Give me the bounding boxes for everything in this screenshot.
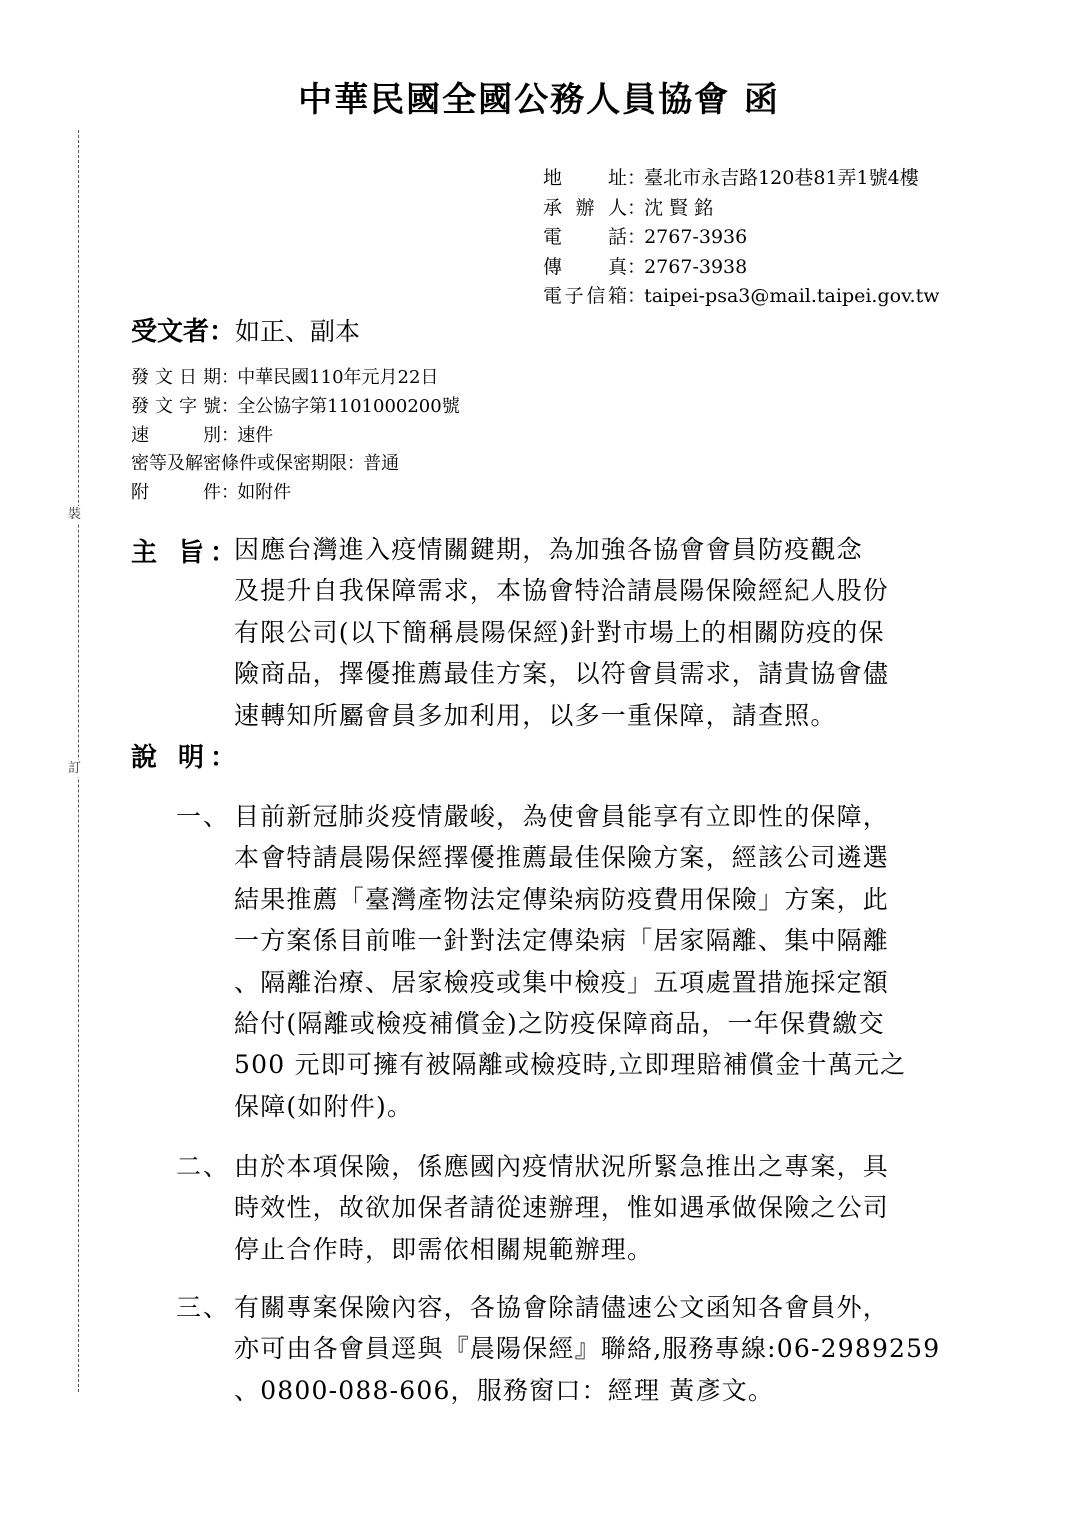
explanation-label: 說 明： xyxy=(131,743,243,773)
contact-value: 2767-3936 xyxy=(644,226,748,248)
contact-value: 沈 賢 銘 xyxy=(644,196,714,219)
contact-block xyxy=(543,164,939,312)
meta-label: 附 件 xyxy=(131,482,221,504)
item-number: 二、 xyxy=(176,1152,231,1181)
recipient-value: 如正、副本 xyxy=(235,317,361,346)
item-line: 亦可由各會員逕與『晨陽保經』聯絡,服務專線:06-2989259 xyxy=(234,1334,941,1364)
contact-label: 電 話 xyxy=(543,226,627,248)
meta-row-speed: 速 別：速件 xyxy=(131,422,460,451)
contact-row-fax: 傳 真：2767-3938 xyxy=(543,253,939,283)
recipient-line: 受文者：如正、副本 xyxy=(131,317,361,347)
contact-value: 臺北市永吉路120巷81弄1號4樓 xyxy=(644,167,919,189)
meta-label: 速 別 xyxy=(131,424,221,446)
contact-row-email: 電子信箱：taipei-psa3@mail.taipei.gov.tw xyxy=(543,282,939,312)
meta-row-classification: 密等及解密條件或保密期限：普通 xyxy=(131,453,400,475)
document-title: 中華民國全國公務人員協會 函 xyxy=(298,80,780,120)
contact-label: 承辦人 xyxy=(543,196,627,219)
subject-line: 因應台灣進入疫情關鍵期，為加強各協會會員防疫觀念 xyxy=(234,535,863,564)
binding-mark-top: 裝 xyxy=(68,507,82,522)
meta-value: 中華民國110年元月22日 xyxy=(237,367,439,388)
contact-row-address: 地 址：臺北市永吉路120巷81弄1號4樓 xyxy=(543,164,939,194)
meta-label: 發文字號 xyxy=(131,395,221,417)
contact-row-phone: 電 話：2767-3936 xyxy=(543,223,939,253)
item-number: 一、 xyxy=(176,802,231,831)
contact-value: taipei-psa3@mail.taipei.gov.tw xyxy=(644,285,940,307)
meta-block xyxy=(131,364,460,508)
meta-value: 全公協字第1101000200號 xyxy=(237,395,460,417)
subject-line: 險商品，擇優推薦最佳方案，以符會員需求，請貴協會儘 xyxy=(234,659,890,689)
item-body xyxy=(234,796,974,1127)
meta-row-attachment: 附 件：如附件 xyxy=(131,479,460,508)
item-body xyxy=(234,1287,974,1411)
contact-label: 傳 真 xyxy=(543,255,627,278)
subject-line: 有限公司(以下簡稱晨陽保經)針對市場上的相關防疫的保 xyxy=(234,617,885,647)
meta-label: 發文日期 xyxy=(131,367,221,388)
contact-label: 電子信箱 xyxy=(543,285,627,307)
recipient-label: 受文者 xyxy=(131,317,210,347)
item-number: 三、 xyxy=(176,1293,231,1322)
meta-value: 如附件 xyxy=(237,482,292,504)
subject-label: 主 旨： xyxy=(131,538,243,568)
item-line: 、隔離治療、居家檢疫或集中檢疫」五項處置措施採定額 xyxy=(234,967,890,997)
item-line: 時效性，故欲加保者請從速辦理，惟如遇承做保險之公司 xyxy=(234,1193,890,1223)
item-line: 本會特請晨陽保經擇優推薦最佳保險方案，經該公司遴選 xyxy=(234,843,890,873)
subject-text xyxy=(234,529,974,736)
item-line: 停止合作時，即需依相關規範辦理。 xyxy=(234,1234,654,1264)
item-line: 500 元即可擁有被隔離或檢疫時,立即理賠補償金十萬元之 xyxy=(234,1050,907,1080)
item-line: 、0800-088-606，服務窗口：經理 黃彥文。 xyxy=(234,1375,775,1405)
item-line: 保障(如附件)。 xyxy=(234,1091,414,1121)
meta-row-ref-number: 發文字號：全公協字第1101000200號 xyxy=(131,393,460,422)
meta-label: 密等及解密條件或保密期限 xyxy=(131,453,347,475)
subject-line: 及提升自我保障需求，本協會特洽請晨陽保險經紀人股份 xyxy=(234,576,890,606)
item-line: 目前新冠肺炎疫情嚴峻，為使會員能享有立即性的保障， xyxy=(234,802,890,831)
meta-row-date: 發文日期：中華民國110年元月22日 xyxy=(131,364,460,393)
contact-label: 地 址 xyxy=(543,167,627,189)
contact-row-handler: 承辦人：沈 賢 銘 xyxy=(543,194,939,224)
item-line: 由於本項保險，係應國內疫情狀況所緊急推出之專案，具 xyxy=(234,1152,890,1181)
item-line: 有關專案保險內容，各協會除請儘速公文函知各會員外， xyxy=(234,1293,890,1322)
item-line: 一方案係目前唯一針對法定傳染病「居家隔離、集中隔離 xyxy=(234,926,890,956)
contact-value: 2767-3938 xyxy=(644,255,748,278)
item-line: 給付(隔離或檢疫補償金)之防疫保障商品，一年保費繳交 xyxy=(234,1008,885,1038)
meta-value: 速件 xyxy=(237,424,274,446)
subject-line: 速轉知所屬會員多加利用，以多一重保障，請查照。 xyxy=(234,700,837,730)
binding-mark-bottom: 訂 xyxy=(68,761,82,776)
meta-value: 普通 xyxy=(363,453,400,475)
item-body xyxy=(234,1146,974,1270)
item-line: 結果推薦「臺灣產物法定傳染病防疫費用保險」方案，此 xyxy=(234,884,890,914)
